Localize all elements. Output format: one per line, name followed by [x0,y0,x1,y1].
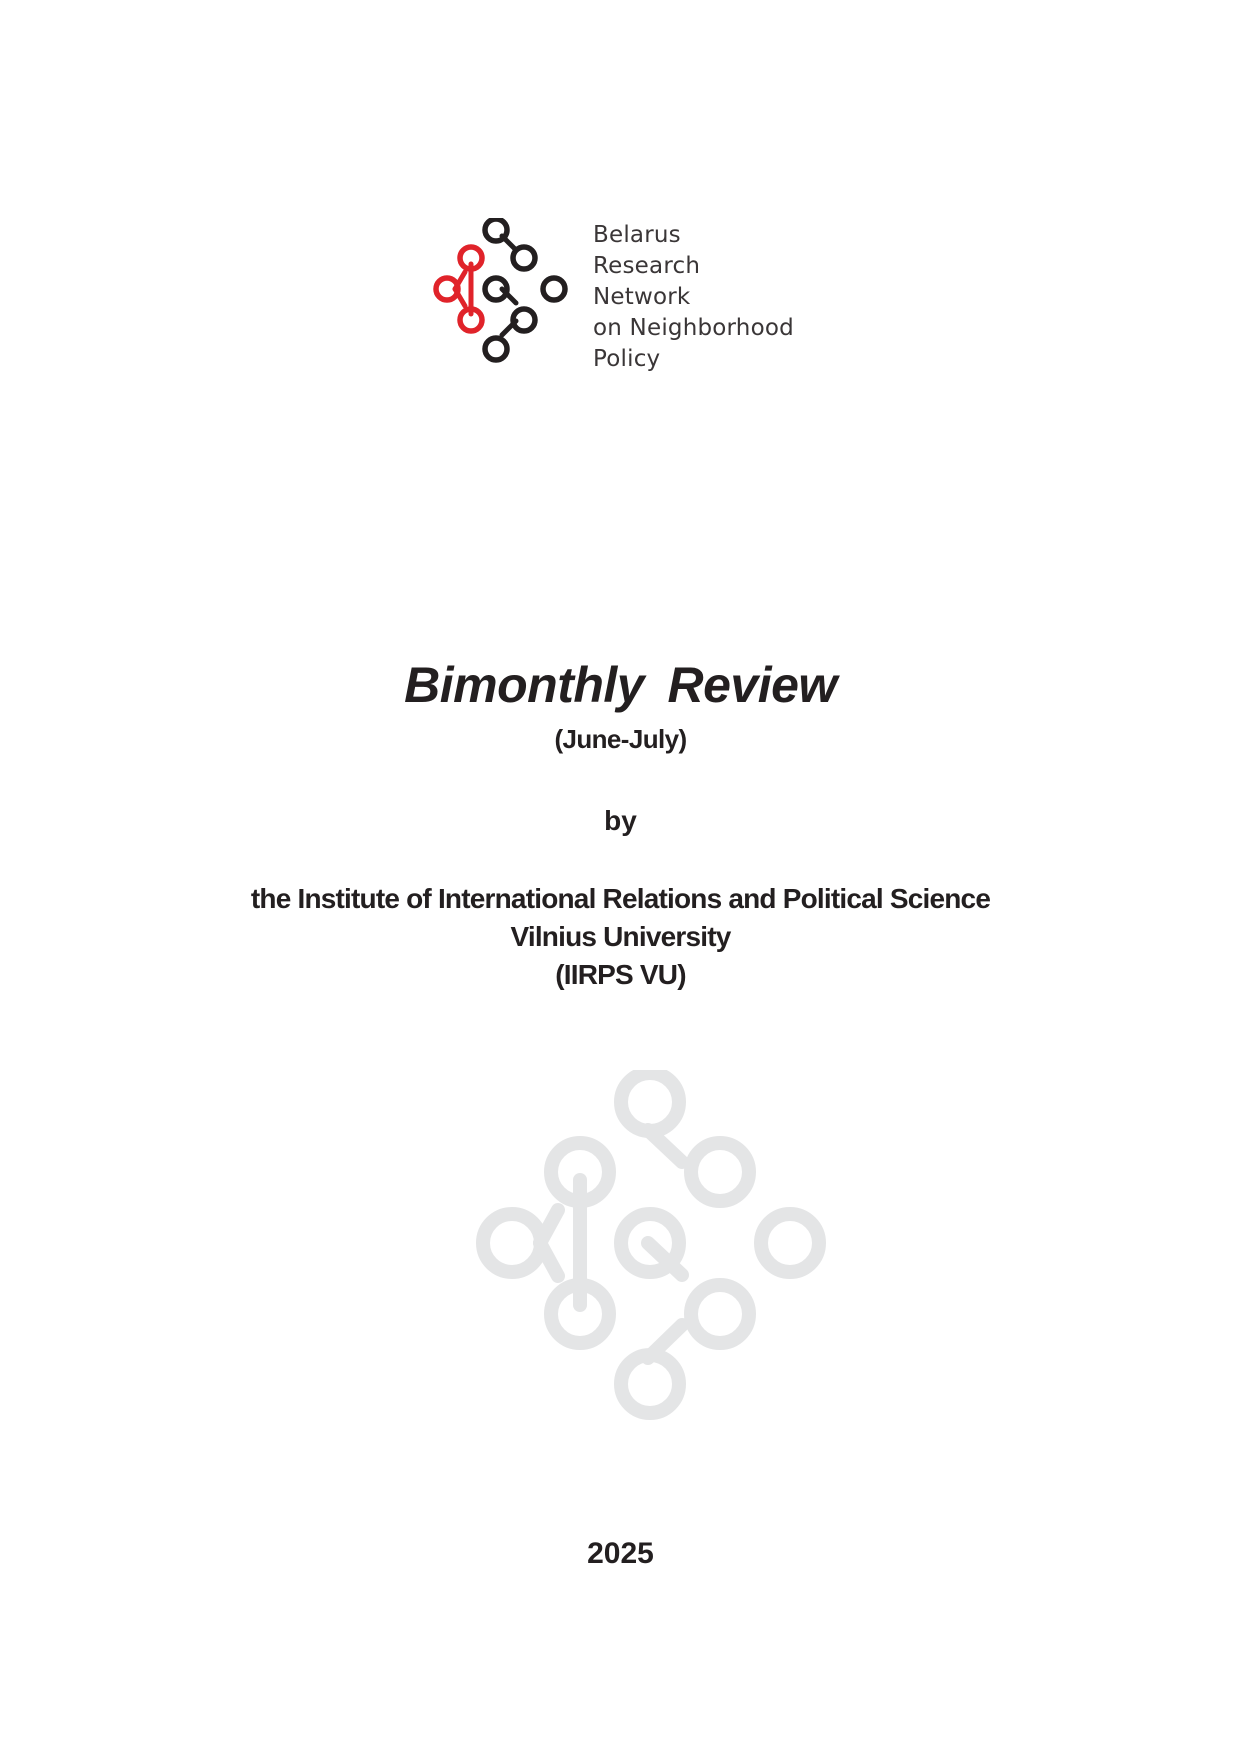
logo-wordmark [593,220,794,375]
organization-logo [425,218,825,378]
logo-line: Network [593,284,691,310]
logo-line: Belarus [593,222,681,248]
network-nodes-icon [425,218,575,378]
logo-line: Policy [593,346,661,372]
logo-line: Research [593,253,701,279]
publication-year: 2025 [587,1537,654,1570]
network-nodes-icon [470,1070,830,1430]
institution-block [0,880,1241,994]
university-name: Vilnius University [510,921,731,952]
institution-name: the Institute of International Relations and Political Science [250,883,991,914]
institution-abbreviation: (IIRPS VU) [555,959,686,990]
document-period: (June-July) [554,724,687,754]
logo-line: on Neighborhood [593,315,794,341]
document-title: Bimonthly Review [404,657,837,713]
byline-label: by [604,805,637,836]
